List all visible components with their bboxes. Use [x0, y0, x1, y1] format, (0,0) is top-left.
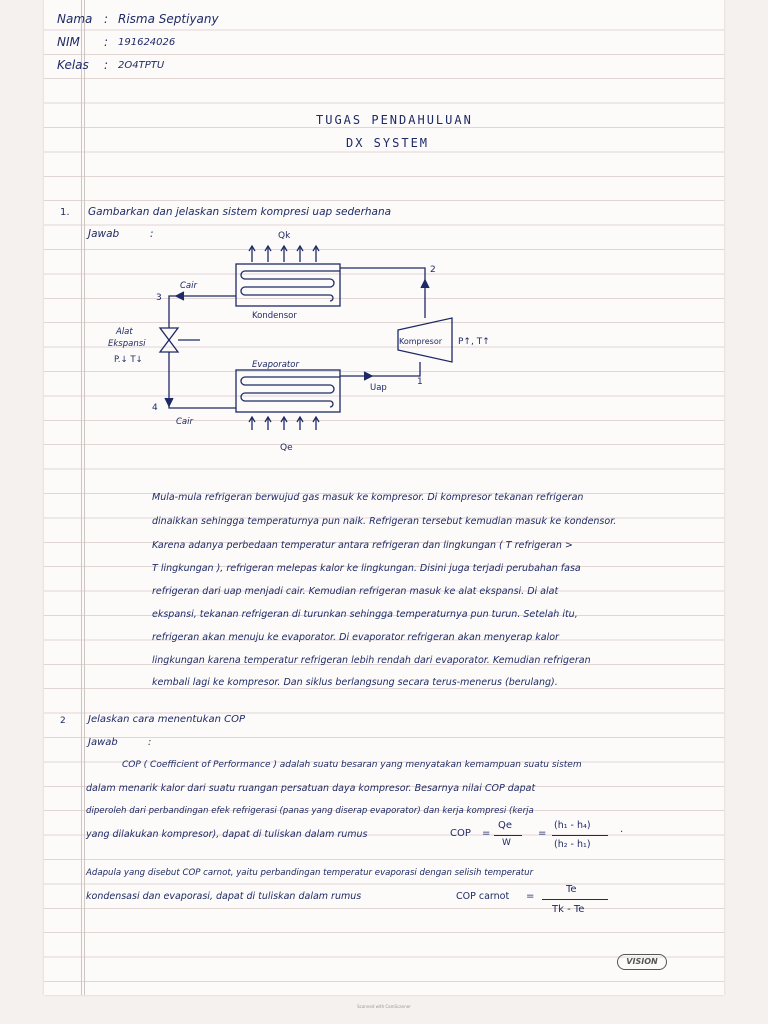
- q1-explanation-line: dinaikkan sehingga temperaturnya pun naik. Refrigeran tersebut kemudian masuk ke kondensor.: [152, 516, 617, 527]
- cop-num2: (h₁ - h₄): [554, 820, 591, 831]
- q1-explanation-line: T lingkungan ), refrigeran melepas kalor ke lingkungan. Disini juga terjadi perubahan fasa: [152, 563, 581, 574]
- q2-paragraph-line: Adapula yang disebut COP carnot, yaitu perbandingan temperatur evaporasi dengan selisih temperatur: [86, 868, 534, 878]
- cop-num1: Qe: [498, 820, 513, 831]
- q2-paragraph-line: COP ( Coefficient of Performance ) adalah suatu besaran yang menyatakan kemampuan suatu sistem: [122, 760, 582, 770]
- qe-label: Qe: [280, 443, 293, 453]
- ekspansi-label: Ekspansi: [108, 339, 146, 349]
- nama-value: Risma Septiyany: [118, 12, 219, 26]
- cop-eq2: =: [538, 828, 547, 839]
- cop-formula: [450, 820, 650, 860]
- q2-question: Jelaskan cara menentukan COP: [88, 714, 245, 725]
- point-3: 3: [156, 293, 162, 303]
- cop-den2: (h₂ - h₁): [554, 839, 591, 850]
- refrigeration-cycle-diagram: [0, 0, 768, 470]
- title-line1: TUGAS PENDAHULUAN: [316, 113, 473, 127]
- q2-number: 2: [60, 716, 66, 726]
- uap-label: Uap: [370, 383, 387, 393]
- cop-den1: W: [502, 838, 511, 848]
- q1-explanation-line: refrigeran akan menuju ke evaporator. Di evaporator refrigeran akan menyerap kalor: [152, 632, 559, 643]
- cop-carnot-eq: =: [526, 891, 535, 902]
- cair-bottom-label: Cair: [176, 417, 193, 427]
- cop-carnot-num: Te: [566, 884, 577, 895]
- nim-value: 191624026: [118, 37, 176, 48]
- q1-explanation-line: Mula-mula refrigeran berwujud gas masuk ke kompresor. Di kompresor tekanan refrigeran: [152, 492, 584, 503]
- cop-carnot-lhs: COP carnot: [456, 891, 510, 902]
- kompresor-label: Kompresor: [399, 337, 442, 346]
- q2-answer-label: Jawab: [88, 737, 118, 748]
- scanner-watermark: Scanned with CamScanner: [357, 1004, 411, 1009]
- vision-brand-logo: VISION: [617, 954, 667, 970]
- nama-label: Nama: [57, 12, 93, 26]
- cop-carnot-den: Tk - Te: [552, 904, 585, 915]
- point-4: 4: [152, 403, 158, 413]
- q1-explanation-line: ekspansi, tekanan refrigeran di turunkan sehingga temperaturnya pun turun. Setelah itu,: [152, 609, 578, 620]
- q2-paragraph-line: kondensasi dan evaporasi, dapat di tuliskan dalam rumus: [86, 891, 362, 902]
- cop-end: .: [620, 824, 624, 835]
- kelas-label: Kelas: [57, 58, 89, 72]
- kelas-value: 2O4TPTU: [118, 60, 165, 71]
- nim-colon: :: [104, 35, 109, 49]
- q1-question: Gambarkan dan jelaskan sistem kompresi uap sederhana: [88, 206, 392, 218]
- kompresor-pt-label: P↑, T↑: [458, 337, 490, 347]
- nim-label: NIM: [57, 35, 80, 49]
- nama-colon: :: [104, 12, 109, 26]
- cop-carnot-formula: [456, 884, 616, 924]
- point-2: 2: [430, 265, 436, 275]
- cop-eq1: =: [482, 828, 491, 839]
- q1-explanation-line: lingkungan karena temperatur refrigeran lebih rendah dari evaporator. Kemudian refrigeran: [152, 655, 591, 666]
- kelas-colon: :: [104, 58, 109, 72]
- q1-number: 1.: [60, 207, 70, 218]
- alat-label: Alat: [116, 327, 133, 337]
- q1-answer-colon: :: [150, 228, 154, 240]
- q1-answer-label: Jawab: [88, 228, 120, 240]
- valve-pt-label: P.↓ T↓: [114, 355, 143, 365]
- q2-answer-colon: :: [148, 737, 152, 748]
- q1-explanation-line: refrigeran dari uap menjadi cair. Kemudian refrigeran masuk ke alat ekspansi. Di alat: [152, 586, 559, 597]
- point-1: 1: [417, 377, 423, 387]
- q2-paragraph-line: yang dilakukan kompresor), dapat di tuliskan dalam rumus: [86, 829, 368, 840]
- q2-paragraph-line: diperoleh dari perbandingan efek refrigerasi (panas yang diserap evaporator) dan kerja kompresi (kerja: [86, 806, 534, 816]
- q1-explanation-line: Karena adanya perbedaan temperatur antara refrigeran dan lingkungan ( T refrigeran >: [152, 540, 573, 551]
- cair-top-label: Cair: [180, 281, 197, 291]
- q2-paragraph-line: dalam menarik kalor dari suatu ruangan persatuan daya kompresor. Besarnya nilai COP dapat: [86, 783, 536, 794]
- cop-lhs: COP: [450, 828, 471, 839]
- evaporator-label: Evaporator: [252, 360, 299, 370]
- q1-explanation-line: kembali lagi ke kompresor. Dan siklus berlangsung secara terus-menerus (berulang).: [152, 677, 558, 688]
- title-line2: DX SYSTEM: [346, 136, 430, 150]
- qk-label: Qk: [278, 231, 291, 241]
- kondensor-label: Kondensor: [252, 311, 297, 321]
